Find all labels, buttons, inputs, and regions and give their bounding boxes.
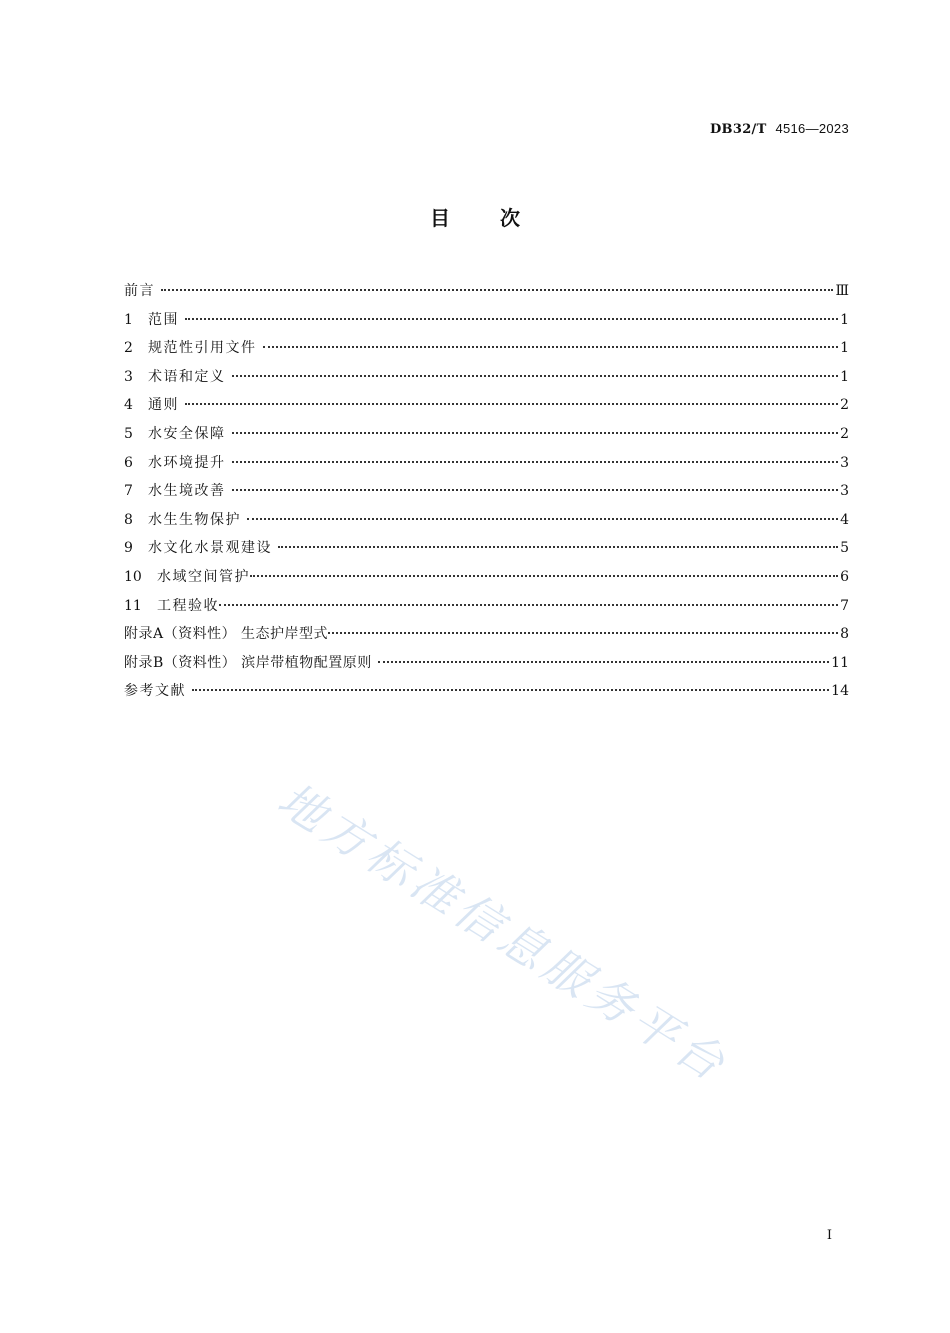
toc-entry-label: 水生生物保护 xyxy=(148,511,241,528)
document-code xyxy=(710,121,849,137)
toc-entry-page: 3 xyxy=(840,483,849,500)
toc-entry-9[interactable] xyxy=(124,536,849,565)
toc-entry-number: 2 xyxy=(124,340,133,357)
table-of-contents xyxy=(124,279,849,708)
page-number: I xyxy=(826,1228,832,1243)
toc-leader-dots xyxy=(278,546,838,548)
document-code-prefix: DB xyxy=(709,122,733,137)
toc-leader-dots xyxy=(192,689,829,691)
toc-entry-number: 6 xyxy=(124,454,133,471)
toc-entry-appendix-b[interactable] xyxy=(124,651,849,680)
toc-entry-number: 3 xyxy=(124,368,133,385)
toc-entry-label: 水安全保障 xyxy=(148,425,226,442)
toc-entry-label: 附录B（资料性） 滨岸带植物配置原则 xyxy=(124,654,372,671)
toc-entry-5[interactable] xyxy=(124,422,849,451)
toc-entry-label: 附录A（资料性） 生态护岸型式 xyxy=(124,626,329,643)
toc-leader-dots xyxy=(185,403,838,405)
toc-entry-1[interactable] xyxy=(124,308,849,337)
toc-entry-page: 4 xyxy=(840,511,849,528)
toc-leader-dots xyxy=(250,575,838,577)
toc-entry-number: 7 xyxy=(124,483,133,500)
toc-entry-7[interactable] xyxy=(124,479,849,508)
toc-entry-number: 8 xyxy=(124,511,133,528)
toc-entry-label: 术语和定义 xyxy=(148,368,226,385)
toc-entry-label: 水文化水景观建设 xyxy=(148,540,272,557)
toc-entry-page: 7 xyxy=(840,597,849,614)
toc-entry-label: 工程验收 xyxy=(157,597,219,614)
watermark: 地方标准信息服务平台 xyxy=(268,771,739,1094)
toc-entry-label: 水环境提升 xyxy=(148,454,226,471)
toc-entry-page: 1 xyxy=(840,311,849,328)
toc-entry-number: 11 xyxy=(124,597,142,614)
toc-entry-page: 3 xyxy=(840,454,849,471)
toc-entry-number: 10 xyxy=(124,568,142,585)
toc-entry-page: 5 xyxy=(840,540,849,557)
toc-entry-label: 规范性引用文件 xyxy=(148,340,257,357)
toc-entry-3[interactable] xyxy=(124,365,849,394)
toc-entry-bibliography[interactable] xyxy=(124,679,849,708)
toc-leader-dots xyxy=(185,318,838,320)
toc-entry-label: 通则 xyxy=(148,397,179,414)
toc-leader-dots xyxy=(328,632,838,634)
toc-leader-dots xyxy=(232,461,839,463)
toc-entry-label: 范围 xyxy=(148,311,179,328)
toc-leader-dots xyxy=(161,289,833,291)
toc-entry-page: 2 xyxy=(840,397,849,414)
toc-leader-dots xyxy=(232,489,839,491)
toc-entry-page: 8 xyxy=(840,626,849,643)
toc-entry-page: Ⅲ xyxy=(835,283,849,299)
toc-leader-dots xyxy=(232,375,839,377)
toc-entry-label: 参考文献 xyxy=(124,683,186,700)
toc-entry-4[interactable] xyxy=(124,393,849,422)
toc-entry-page: 2 xyxy=(840,425,849,442)
toc-entry-appendix-a[interactable] xyxy=(124,622,849,651)
toc-entry-number: 4 xyxy=(124,397,133,414)
document-code-number: 4516—2023 xyxy=(775,121,849,136)
toc-entry-foreword[interactable] xyxy=(124,279,849,308)
toc-leader-dots xyxy=(219,604,838,606)
toc-entry-label: 水生境改善 xyxy=(148,483,226,500)
toc-entry-number: 5 xyxy=(124,425,133,442)
toc-entry-page: 1 xyxy=(840,368,849,385)
page-title: 目次 xyxy=(430,206,570,230)
toc-entry-page: 6 xyxy=(840,568,849,585)
toc-entry-number: 1 xyxy=(124,311,133,328)
toc-entry-label: 前言 xyxy=(124,283,155,299)
toc-entry-page: 14 xyxy=(831,683,849,700)
toc-entry-page: 11 xyxy=(831,654,849,671)
toc-entry-8[interactable] xyxy=(124,508,849,537)
toc-leader-dots xyxy=(232,432,839,434)
toc-entry-6[interactable] xyxy=(124,451,849,480)
toc-leader-dots xyxy=(378,661,829,663)
document-code-main: 32/T xyxy=(732,122,767,137)
toc-entry-number: 9 xyxy=(124,540,133,557)
toc-leader-dots xyxy=(263,346,839,348)
toc-entry-2[interactable] xyxy=(124,336,849,365)
toc-entry-11[interactable] xyxy=(124,594,849,623)
toc-entry-10[interactable] xyxy=(124,565,849,594)
toc-leader-dots xyxy=(247,518,838,520)
toc-entry-label: 水域空间管护 xyxy=(157,568,250,585)
toc-entry-page: 1 xyxy=(840,340,849,357)
